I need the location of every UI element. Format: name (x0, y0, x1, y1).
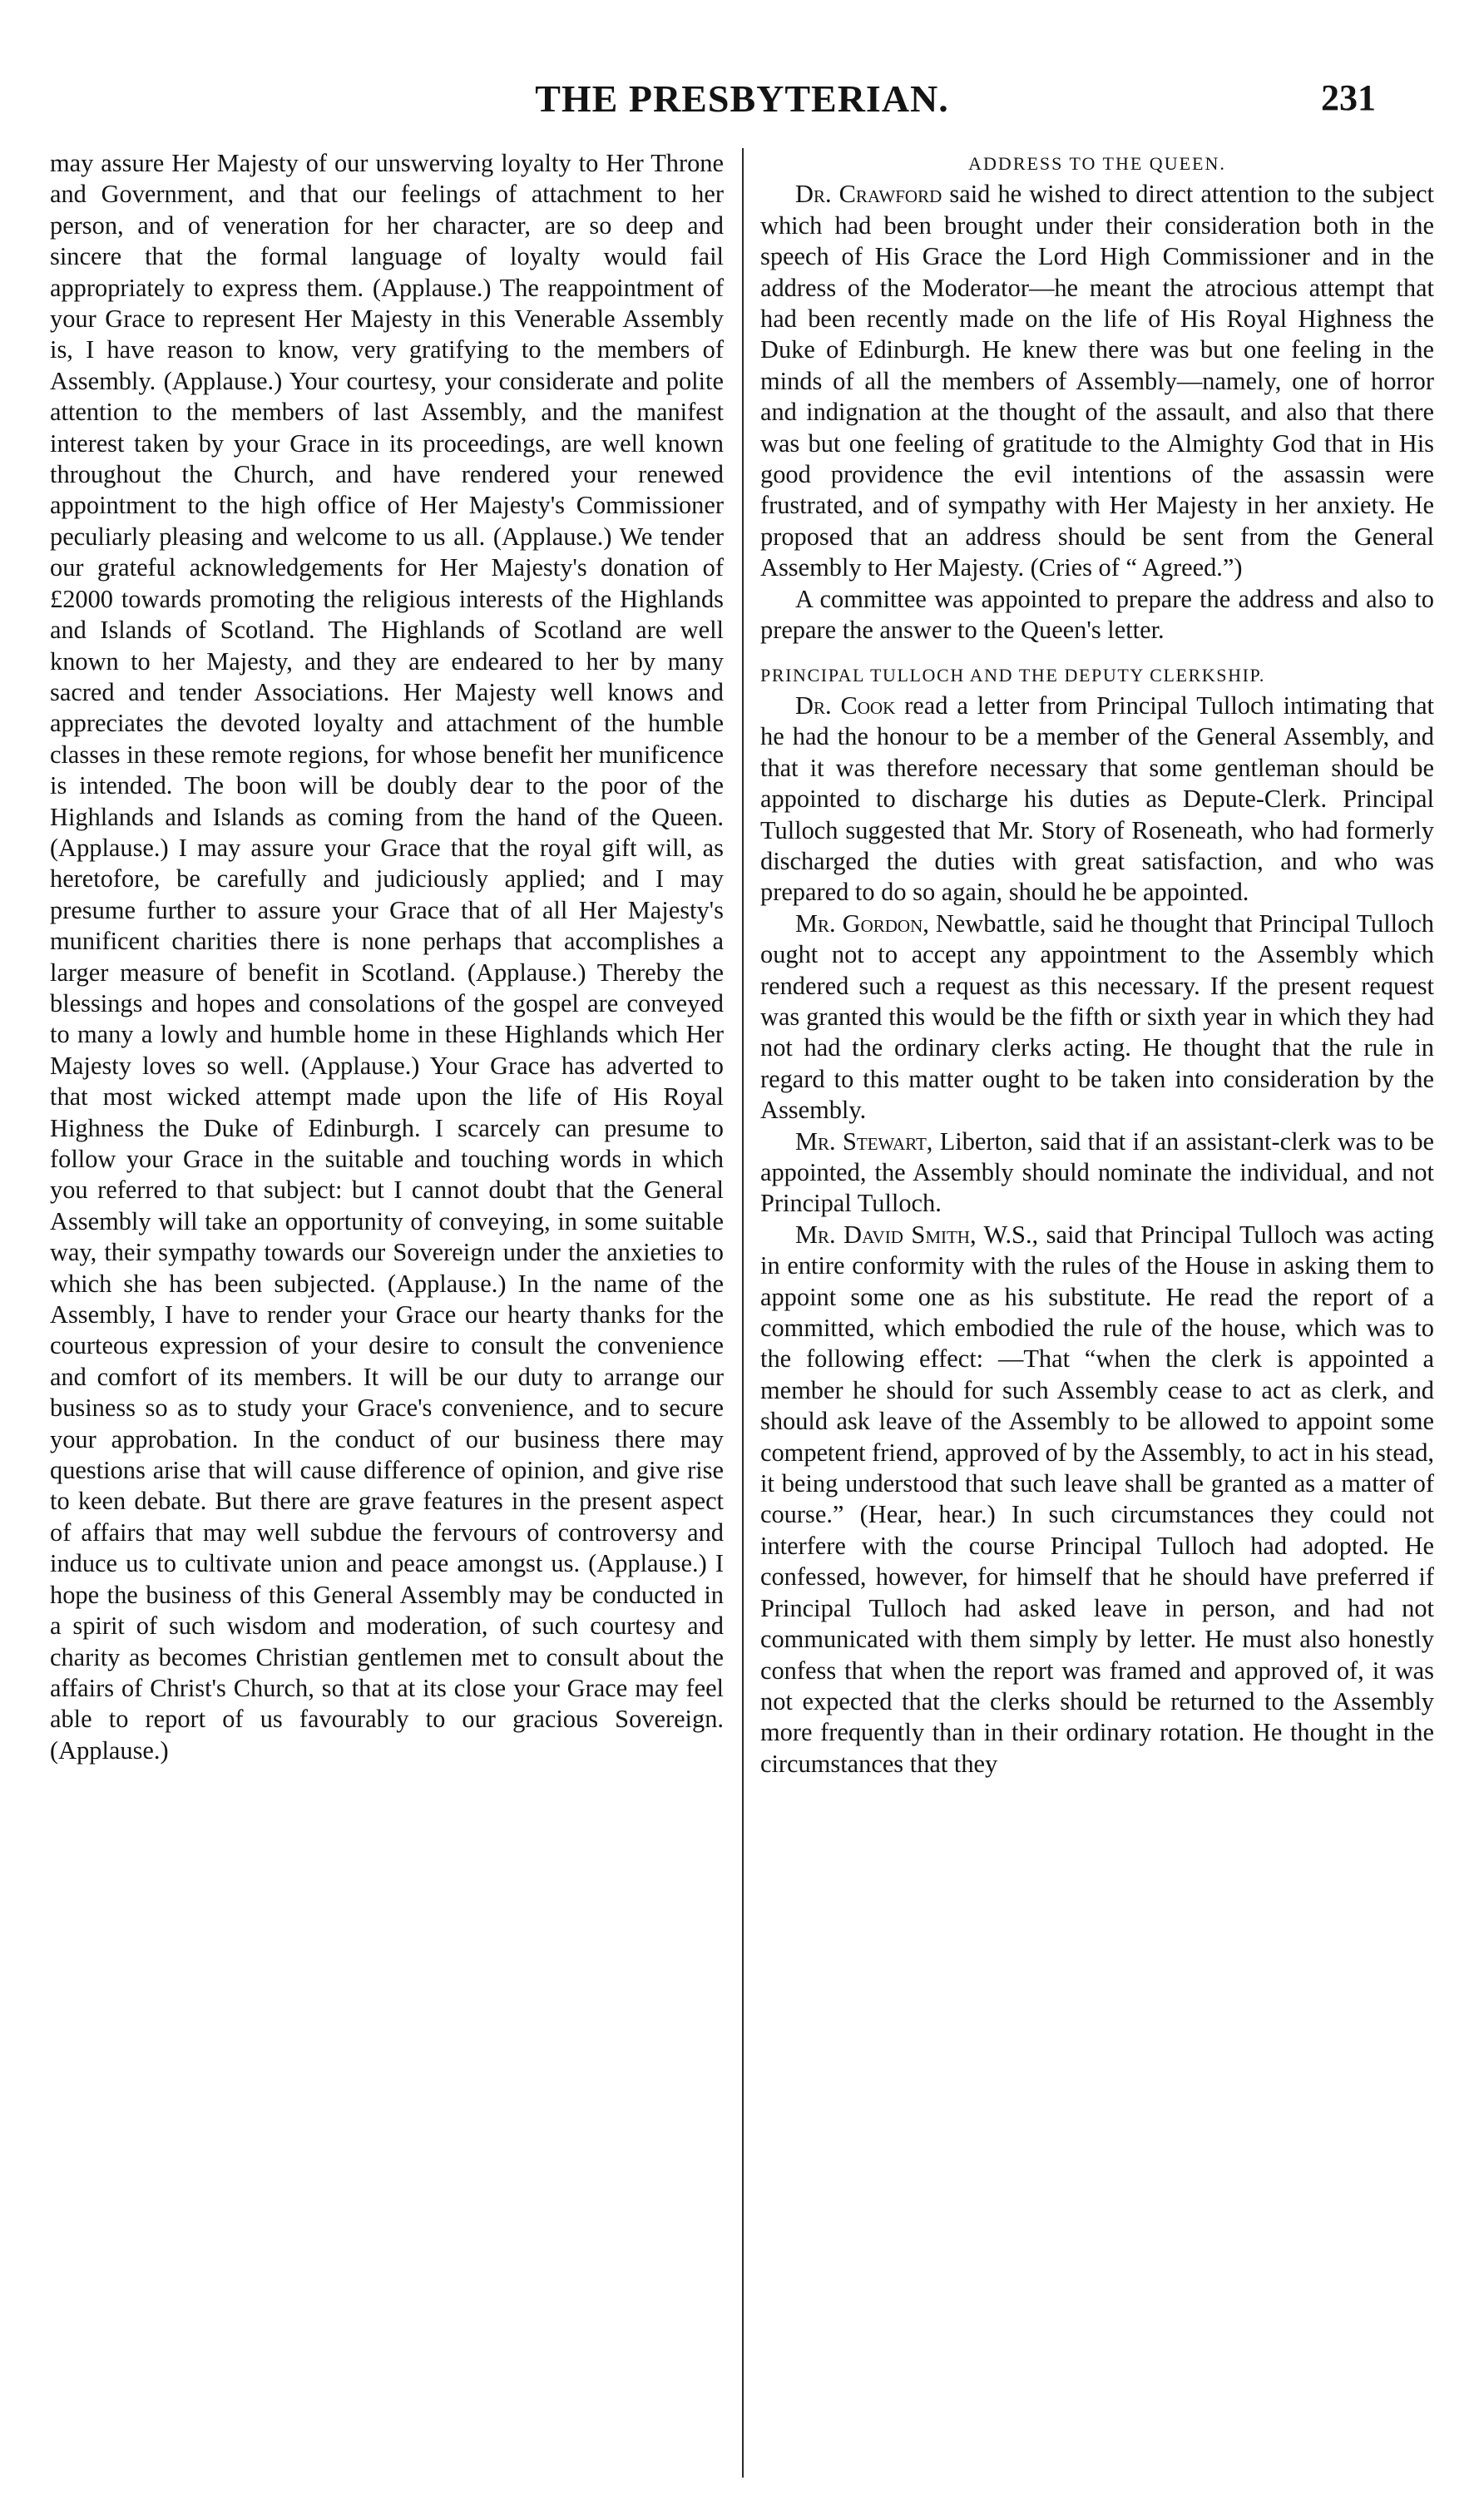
paragraph-stewart (760, 1126, 1434, 1220)
two-column-body (50, 148, 1434, 2478)
column-divider (742, 148, 744, 2478)
paragraph-crawford (760, 179, 1434, 583)
paragraph-smith (760, 1220, 1434, 1780)
paragraph-text: , W.S., said that Principal Tulloch was acting in entire conformity with the rules of the House in asking them to appoint some one as his substitute. He read the report of a committed, which embodied the rule of the house, which was to the following effect: —That “when the clerk is appointed a member he should for such Assembly cease to act as clerk, and should ask leave of the Assembly to be allowed to appoint some competent friend, approved of by the Assembly, to act in his stead, it being understood that such leave shall be granted as a matter of course.” (Hear, hear.) In such circumstances they could not interfere with the course Principal Tulloch had adopted. He confessed, however, for himself that he should have preferred if Principal Tulloch had asked leave in person, and had not communicated with them simply by letter. He must also honestly confess that when the report was framed and approved of, it was not expected that the clerks should be returned to the Assembly more frequently than in their ordinary rotation. He thought in the circumstances that they (760, 1220, 1434, 1778)
paragraph-cook (760, 691, 1434, 908)
page-title: THE PRESBYTERIAN. (535, 77, 949, 120)
running-head (0, 77, 1484, 126)
page-number: 231 (1321, 77, 1376, 118)
paragraph-text: read a letter from Principal Tulloch intimating that he had the honour to be a member of the General Assembly, and that it was therefore necessary that some gentleman should be appointed to discharge his duties as Depute-Clerk. Principal Tulloch suggested that Mr. Story of Roseneath, who had formerly discharged the duties with great satisfaction, and who was prepared to do so again, should he be appointed. (760, 691, 1435, 907)
section-heading-address: ADDRESS TO THE QUEEN. (968, 153, 1226, 174)
paragraph-committee: A committee was appointed to prepare the address and also to prepare the answer to the Queen's letter. (760, 584, 1434, 645)
paragraph-text: said he wished to direct attention to the subject which had been brought under their consideration both in the speech of His Grace the Lord High Commissioner and in the address of the Moderator—he meant the atrocious attempt that had been recently made on the life of His Royal Highness the Duke of Edinburgh. He knew there was but one feeling in the minds of all the members of Assembly—namely, one of horror and indignation at the thought of the assault, and also that there was but one feeling of gratitude to the Almighty God that in His good providence the evil intentions of the assassin were frustrated, and of sympathy with Her Majesty in her anxiety. He proposed that an address should be sent from the General Assembly to Her Majesty. (Cries of “ Agreed.”) (760, 180, 1434, 582)
paragraph-text: , Newbattle, said he thought that Principal Tulloch ought not to accept any appointment to the Assembly which rendered such a request as this necessary. If the present request was granted this would be the fifth or sixth year in which they had not had the ordinary clerks acting. He thought that the rule in regard to this matter ought to be taken into consideration by the Assembly. (760, 908, 1435, 1125)
section-heading-deputy-clerkship: PRINCIPAL TULLOCH AND THE DEPUTY CLERKSHIP. (760, 664, 1266, 686)
right-column (760, 148, 1434, 1780)
speaker-name: Dr. Crawford (795, 180, 942, 209)
speaker-name: Dr. Cook (795, 691, 896, 720)
paragraph-text: , Liberton, said that if an assistant-clerk was to be appointed, the Assembly should nominate the individual, and not Principal Tulloch. (760, 1126, 1435, 1218)
moderator-speech-paragraph: may assure Her Majesty of our unswerving loyalty to Her Throne and Government, and that our feelings of attachment to her person, and of veneration for her character, are so deep and sincere that the formal language of loyalty would fail appropriately to express them. (Applause.) The reappointment of your Grace to represent Her Majesty in this Venerable Assembly is, I have reason to know, very gratifying to the members of Assembly. (Applause.) Your courtesy, your considerate and polite attention to the members of last Assembly, and the manifest interest taken by your Grace in its proceedings, are well known throughout the Church, and have rendered your renewed appointment to the high office of Her Majesty's Commissioner peculiarly pleasing and welcome to us all. (Applause.) We tender our grateful acknowledgements for Her Majesty's donation of £2000 towards promoting the religious interests of the Highlands and Islands of Scotland. The Highlands of Scotland are well known to her Majesty, and they are endeared to her by many sacred and tender Associations. Her Majesty well knows and appreciates the devoted loyalty and attachment of the humble classes in these remote regions, for whose benefit her munificence is intended. The boon will be doubly dear to the poor of the Highlands and Islands as coming from the hand of the Queen. (Applause.) I may assure your Grace that the royal gift will, as heretofore, be carefully and judiciously applied; and I may presume further to assure your Grace that of all Her Majesty's munificent charities there is none perhaps that accomplishes a larger measure of benefit in Scotland. (Applause.) Thereby the blessings and hopes and consolations of the gospel are conveyed to many a lowly and humble home in these Highlands which Her Majesty loves so well. (Applause.) Your Grace has adverted to that most wicked attempt made upon the life of His Royal Highness the Duke of Edinburgh. I scarcely can presume to follow your Grace in the suitable and touching words in which you referred to that subject: but I cannot doubt that the General Assembly will take an opportunity of conveying, in some suitable way, their sympathy towards our Sovereign under the anxieties to which she has been subjected. (Applause.) In the name of the Assembly, I have to render your Grace our hearty thanks for the courteous expression of your desire to consult the convenience and comfort of its members. It will be our duty to arrange our business so as to study your Grace's convenience, and to secure your approbation. In the conduct of our business there may questions arise that will cause difference of opinion, and give rise to keen debate. But there are grave features in the present aspect of affairs that may well subdue the fervours of controversy and induce us to cultivate union and peace amongst us. (Applause.) I hope the business of this General Assembly may be conducted in a spirit of such wisdom and moderation, of such courtesy and charity as becomes Christian gentlemen met to consult about the affairs of Christ's Church, so that at its close your Grace may feel able to report of us favourably to our gracious Sovereign. (Applause.) (50, 149, 724, 1765)
paragraph-gordon (760, 908, 1434, 1126)
speaker-name: Mr. Gordon (795, 908, 923, 938)
speaker-name: Mr. David Smith (795, 1220, 970, 1249)
left-column (50, 148, 724, 1766)
speaker-name: Mr. Stewart (795, 1126, 927, 1156)
